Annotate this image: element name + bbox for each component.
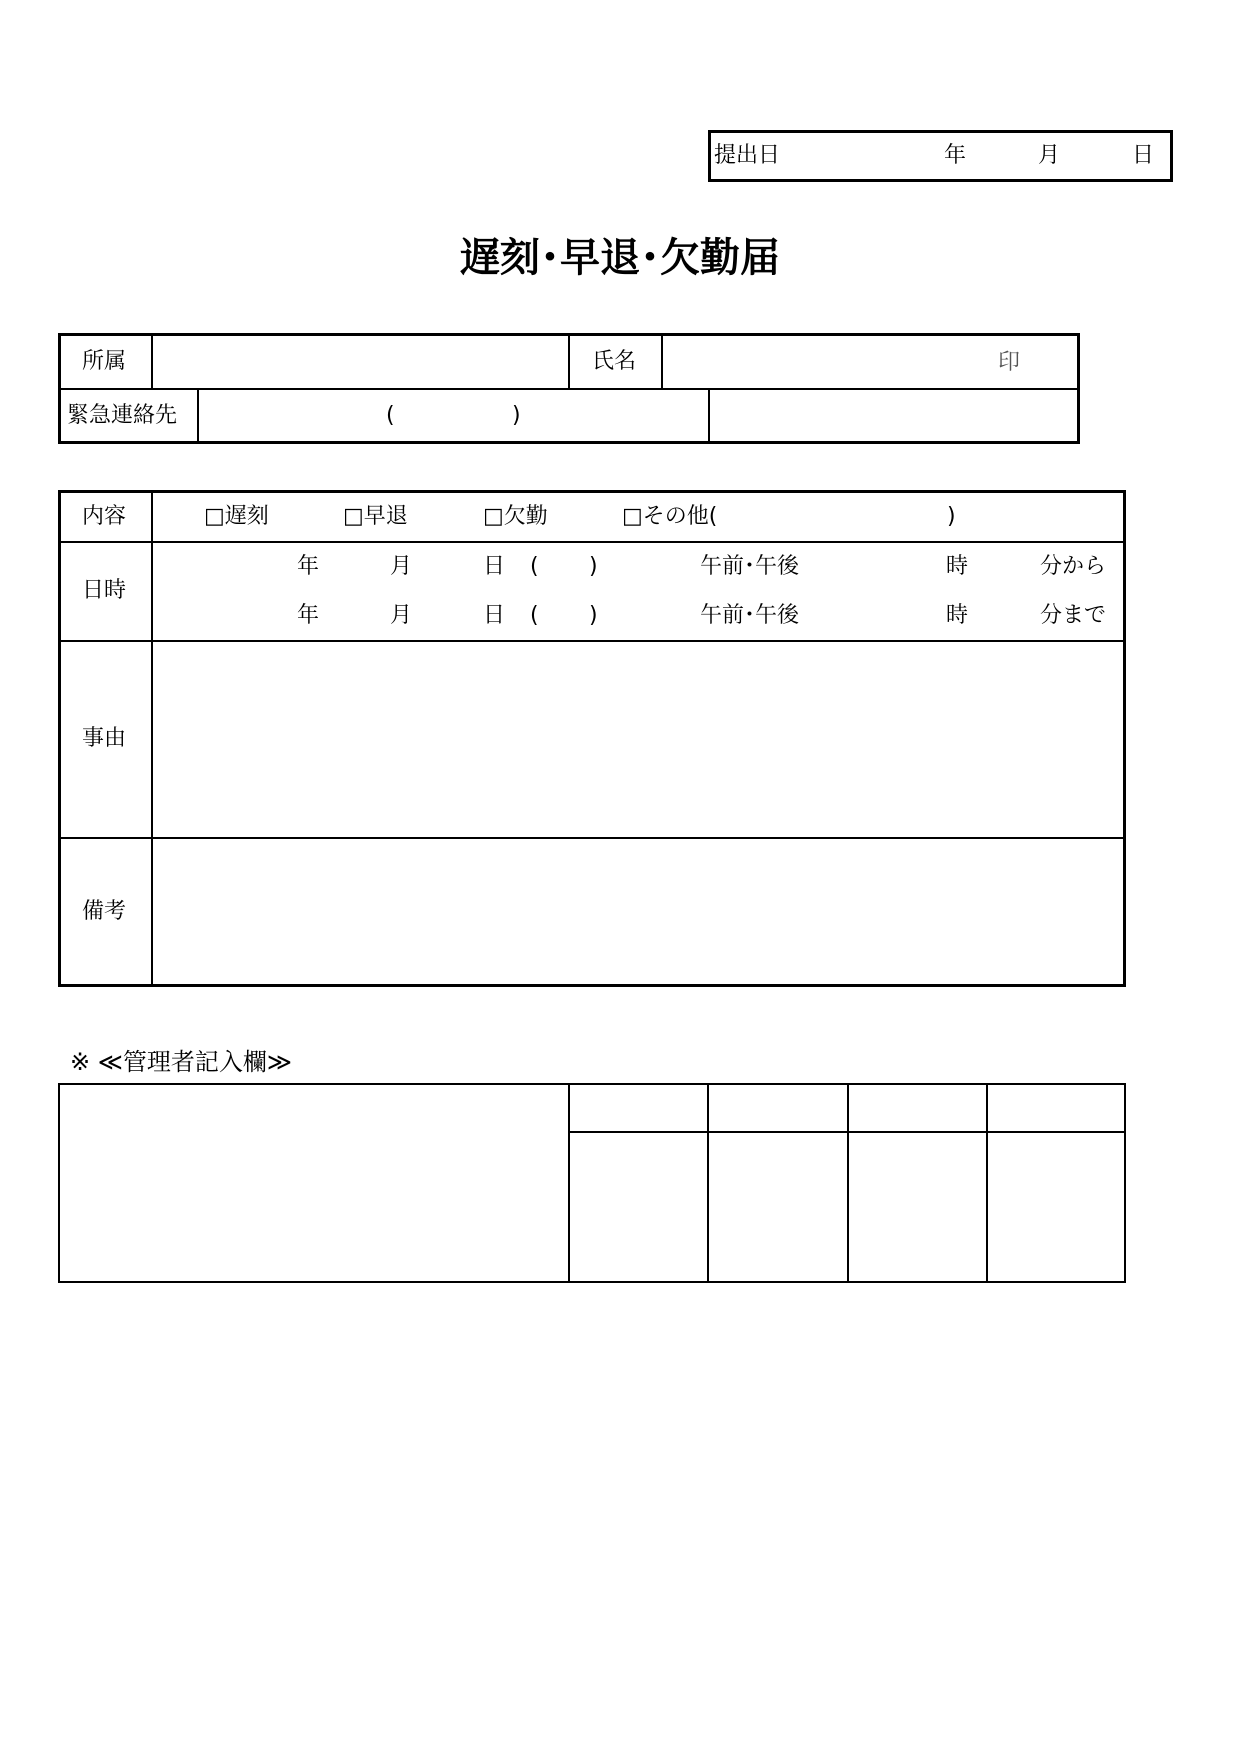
to-month[interactable]: 月 — [390, 603, 413, 628]
admin-stamp-header-2[interactable] — [709, 1085, 846, 1130]
option-absence[interactable]: □欠勤 — [483, 504, 548, 529]
admin-stamp-header-3[interactable] — [849, 1085, 985, 1130]
from-ampm[interactable]: 午前･午後 — [700, 554, 800, 579]
to-weekday-close: ) — [589, 603, 598, 628]
emergency-contact-label: 緊急連絡先 — [67, 403, 178, 428]
from-weekday-close: ) — [589, 554, 598, 579]
paren-open: ( — [386, 403, 395, 428]
affiliation-label: 所属 — [82, 349, 127, 374]
from-day[interactable]: 日 — [483, 554, 506, 579]
submission-day-unit[interactable]: 日 — [1132, 143, 1155, 168]
admin-stamp-cell-4[interactable] — [988, 1133, 1124, 1281]
option-other[interactable]: □その他( — [622, 504, 718, 529]
from-hour[interactable]: 時 — [946, 554, 969, 579]
to-ampm[interactable]: 午前･午後 — [700, 603, 800, 628]
content-label: 内容 — [82, 504, 127, 529]
emergency-contact-field[interactable] — [200, 391, 707, 441]
admin-stamp-cell-2[interactable] — [709, 1133, 846, 1281]
reason-field[interactable] — [154, 643, 1122, 836]
submission-date-label: 提出日 — [714, 143, 781, 168]
page-title: 遅刻･早退･欠勤届 — [460, 235, 780, 281]
option-early-leave[interactable]: □早退 — [343, 504, 408, 529]
from-minute[interactable]: 分から — [1040, 554, 1107, 579]
name-label: 氏名 — [592, 349, 637, 374]
submission-year-unit[interactable]: 年 — [944, 143, 967, 168]
datetime-label: 日時 — [82, 578, 127, 603]
from-month[interactable]: 月 — [390, 554, 413, 579]
option-other-close: ) — [947, 504, 956, 529]
submission-month-unit[interactable]: 月 — [1038, 143, 1061, 168]
remarks-field[interactable] — [154, 840, 1122, 983]
admin-stamp-cell-3[interactable] — [849, 1133, 985, 1281]
to-year[interactable]: 年 — [297, 603, 320, 628]
admin-stamp-cell-1[interactable] — [570, 1133, 706, 1281]
remarks-label: 備考 — [82, 899, 127, 924]
admin-comment-field[interactable] — [60, 1085, 567, 1281]
to-hour[interactable]: 時 — [946, 603, 969, 628]
from-year[interactable]: 年 — [297, 554, 320, 579]
reason-label: 事由 — [82, 726, 127, 751]
seal-mark: 印 — [998, 350, 1021, 375]
option-late[interactable]: □遅刻 — [204, 504, 269, 529]
emergency-extra-field[interactable] — [711, 391, 1077, 441]
paren-close: ) — [512, 403, 521, 428]
admin-stamp-header-4[interactable] — [988, 1085, 1124, 1130]
admin-heading: ※ ≪管理者記入欄≫ — [70, 1048, 292, 1076]
to-weekday-open: ( — [530, 603, 539, 628]
admin-stamp-header-1[interactable] — [570, 1085, 706, 1130]
from-weekday-open: ( — [530, 554, 539, 579]
to-day[interactable]: 日 — [483, 603, 506, 628]
affiliation-field[interactable] — [154, 336, 567, 387]
to-minute[interactable]: 分まで — [1040, 603, 1107, 628]
